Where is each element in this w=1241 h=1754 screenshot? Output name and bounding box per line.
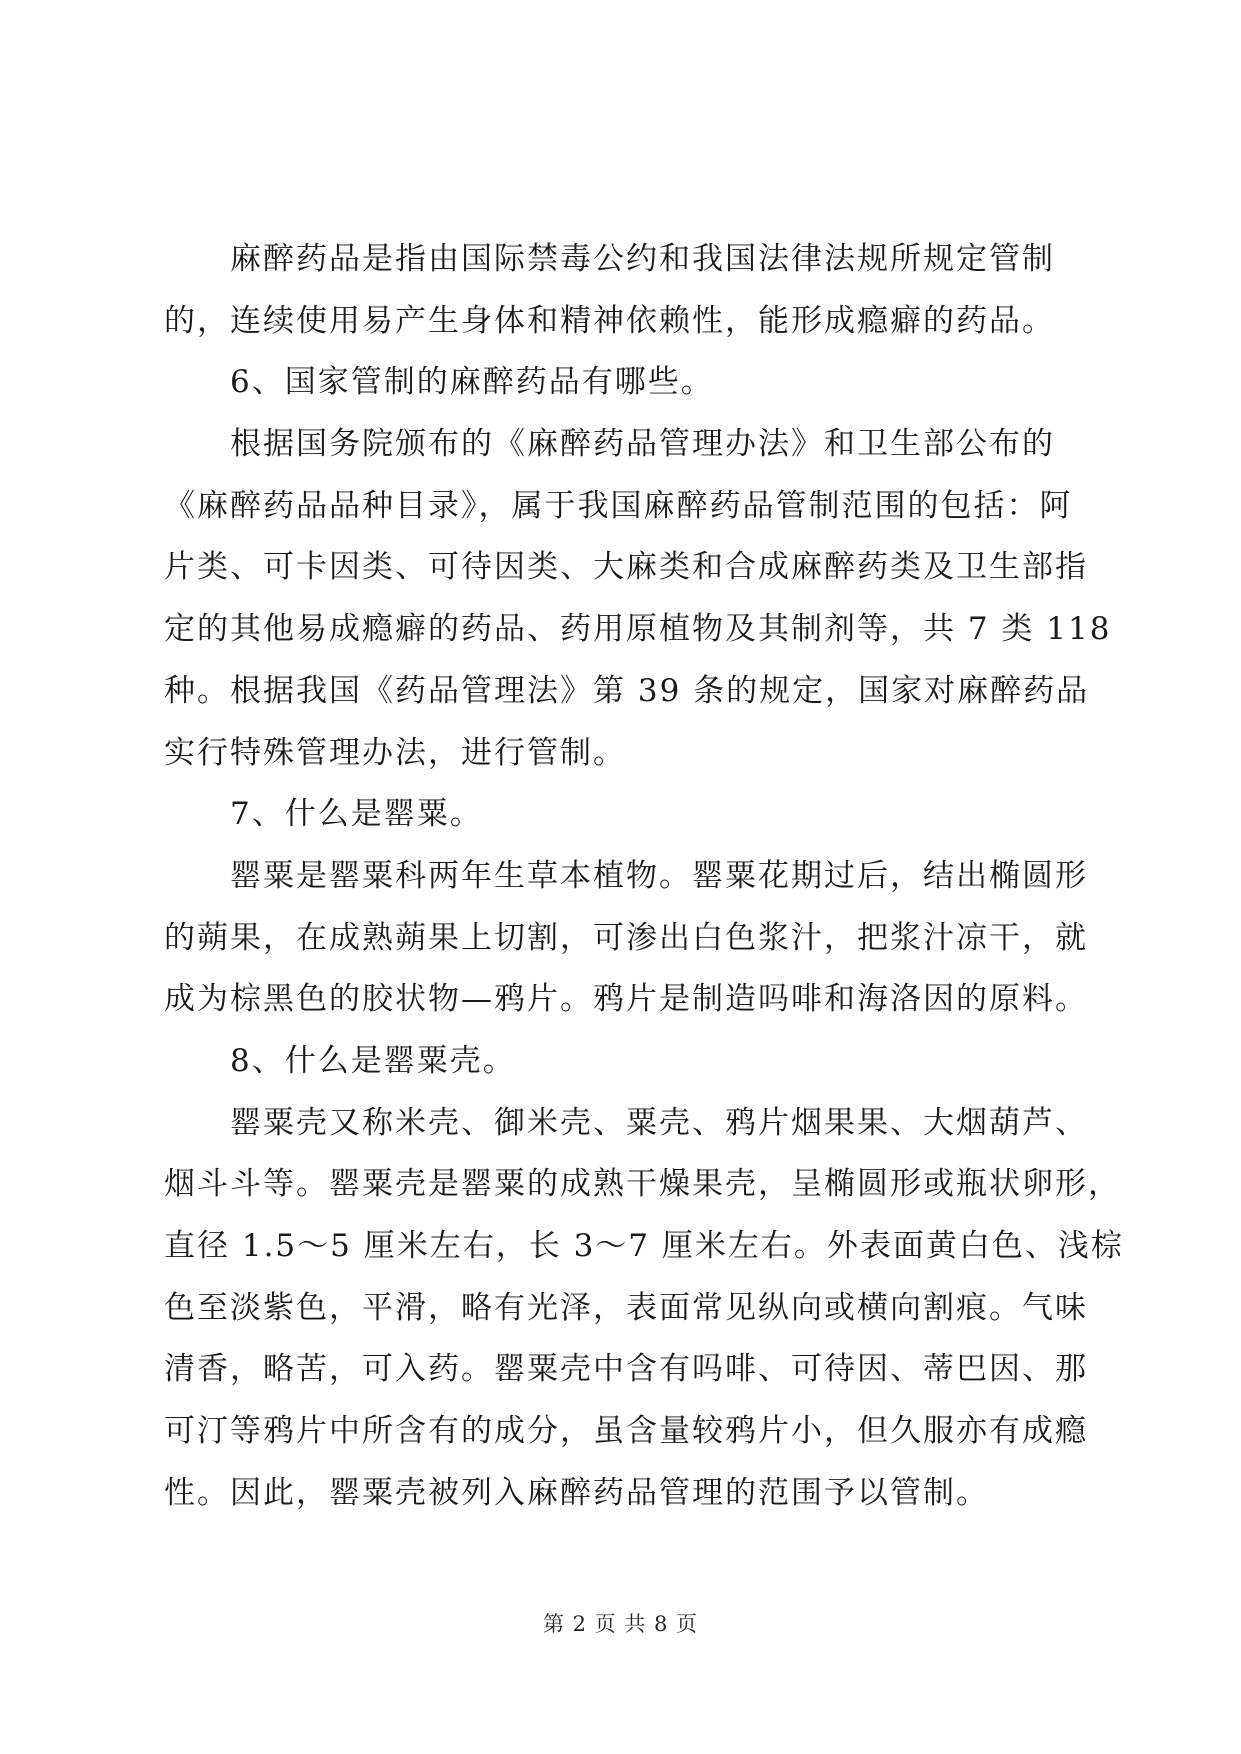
- text-line: 烟斗斗等。罂粟壳是罂粟的成熟干燥果壳，呈椭圆形或瓶状卵形，: [164, 1166, 1121, 1203]
- text-line: 的蒴果，在成熟蒴果上切割，可渗出白色浆汁，把浆汁凉干，就: [164, 919, 1088, 956]
- text-line: 麻醉药品是指由国际禁毒公约和我国法律法规所规定管制: [230, 241, 1055, 277]
- text-line: 种。根据我国《药品管理法》第 39 条的规定，国家对麻醉药品: [164, 672, 1090, 709]
- text-line: 色至淡紫色，平滑，略有光泽，表面常见纵向或横向割痕。气味: [164, 1289, 1088, 1326]
- text-line: 罂粟壳又称米壳、御米壳、粟壳、鸦片烟果果、大烟葫芦、: [230, 1104, 1088, 1141]
- text-line: 7、什么是罂粟。: [230, 796, 483, 833]
- text-line: 片类、可卡因类、可待因类、大麻类和合成麻醉药类及卫生部指: [164, 549, 1088, 586]
- text-line: 直径 1.5～5 厘米左右，长 3～7 厘米左右。外表面黄白色、浅棕: [164, 1228, 1124, 1264]
- text-line: 6、国家管制的麻醉药品有哪些。: [230, 364, 714, 401]
- text-line: 清香，略苦，可入药。罂粟壳中含有吗啡、可待因、蒂巴因、那: [164, 1351, 1088, 1388]
- page-footer: 第 2 页 共 8 页: [542, 1612, 699, 1636]
- text-line: 的，连续使用易产生身体和精神依赖性，能形成瘾癖的药品。: [164, 302, 1055, 339]
- text-line: 可汀等鸦片中所含有的成分，虽含量较鸦片小，但久服亦有成瘾: [164, 1413, 1088, 1450]
- document-body: [164, 229, 1124, 1524]
- text-line: 根据国务院颁布的《麻醉药品管理办法》和卫生部公布的: [230, 426, 1055, 463]
- text-line: 定的其他易成瘾癖的药品、药用原植物及其制剂等，共 7 类 118: [164, 611, 1112, 648]
- text-line: 8、什么是罂粟壳。: [230, 1042, 516, 1079]
- text-line: 《麻醉药品品种目录》，属于我国麻醉药品管制范围的包括：阿: [164, 487, 1073, 524]
- text-line: 性。因此，罂粟壳被列入麻醉药品管理的范围予以管制。: [164, 1474, 989, 1511]
- text-line: 成为棕黑色的胶状物—鸦片。鸦片是制造吗啡和海洛因的原料。: [164, 981, 1088, 1018]
- text-line: 实行特殊管理办法，进行管制。: [164, 734, 626, 771]
- text-line: 罂粟是罂粟科两年生草本植物。罂粟花期过后，结出椭圆形: [230, 857, 1088, 894]
